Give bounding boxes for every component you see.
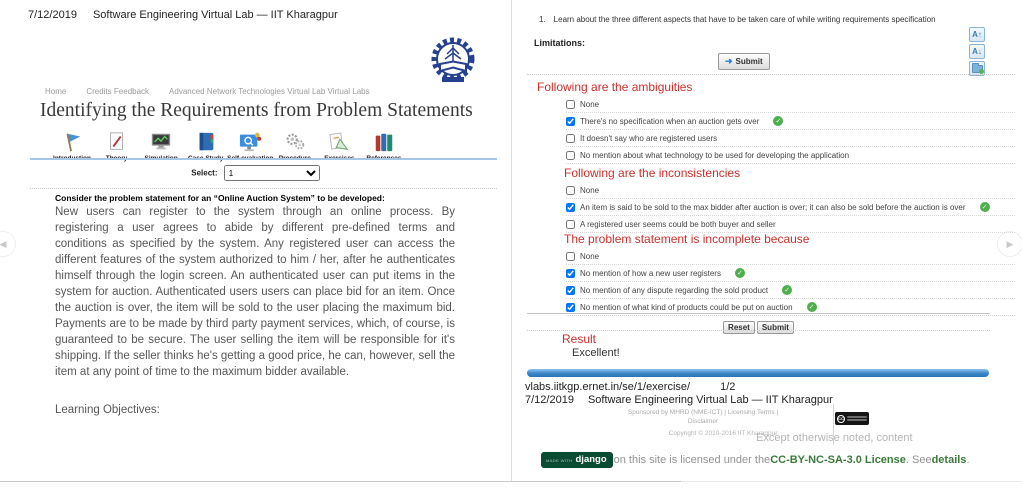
incomplete-options [566,248,1015,316]
result-heading: Result [562,332,597,346]
quiz-actions-row [527,313,990,335]
tab-case-study[interactable]: Case Study [184,129,228,162]
option-row: None [566,248,1015,265]
ambiguities-options [566,96,1015,164]
option-checkbox[interactable] [566,303,575,312]
section-heading-incomplete: The problem statement is incomplete because [564,232,810,246]
disclaimer-link[interactable]: Disclaimer [687,418,719,425]
question-select-row [0,165,511,181]
section-heading-ambiguities: Following are the ambiguities [537,80,693,94]
notes-icon [105,129,129,153]
sponsored-line[interactable]: Sponsored by MHRD (NME-ICT) | Licensing Terms | [627,409,779,416]
drafting-icon [327,129,351,153]
option-row: It doesn't say who are registered users [566,130,1015,147]
separator-dotted [30,188,497,189]
page-divider [511,0,512,481]
option-row: No mention of how a new user registers ✓ [566,265,1015,282]
print-title: Software Engineering Virtual Lab — IIT Kharagpur [587,394,833,406]
print-header-left [28,9,338,21]
option-row: No mention about what technology to be used for developing the application [566,147,1015,164]
print-date: 7/12/2019 [525,394,574,406]
separator-dotted [527,74,1015,75]
bottom-border-left [0,481,681,482]
question-select-dropdown[interactable] [224,165,320,181]
limitations-label: Limitations: [534,38,585,48]
tab-simulation[interactable]: Simulation [139,129,183,162]
copyright-text: Copyright © 2010-2016 IIT Kharagpur [668,430,778,437]
objective-number: 1. [539,15,546,24]
license-line-1: Except otherwise noted, content [756,432,913,444]
font-increase-icon[interactable]: A↑ [969,27,985,42]
correct-check-icon: ✓ [980,202,990,212]
page-title: Identifying the Requirements from Problem Statements [40,100,473,121]
option-checkbox[interactable] [566,100,575,109]
learning-objectives-label: Learning Objectives: [55,404,160,416]
flag-icon [60,129,84,153]
reset-button[interactable]: Reset [723,321,755,334]
separator-dotted [527,330,990,331]
tab-references[interactable]: References [362,129,406,162]
correct-check-icon: ✓ [735,268,745,278]
option-row: A registered user seems could be both buyer and seller [566,216,1015,233]
details-link[interactable]: details [931,454,967,466]
print-header-right [525,394,833,406]
submit-button-top[interactable]: ➜ Submit [718,53,770,70]
section-heading-inconsistencies: Following are the inconsistencies [564,166,741,180]
tab-procedure[interactable]: Procedure [273,129,317,162]
option-checkbox[interactable] [566,134,575,143]
problem-statement-text: New users can register to the system through an online process. By registering a user agrees to abide by different pre-defined terms and conditions as specified by the system. Any registered user can access the different features of the system authorized to him / her, after he authenticates himself through the login screen. An authenticated user can put items in the system for auction. Authenticated users users can place bid for an item. Once the auction is over, the item will be sold to the user placing the maximum bid. Payments are to be made by third party payment services, which, of course, is guaranteed to be secure. The user selling the item will be responsible for it's shipping. If the seller thinks he's getting a good price, he can, however, sell the item at any point of time to the maximum bidder available. [55,206,455,378]
books-icon [372,129,396,153]
result-text: Excellent! [572,347,620,359]
page-indicator: 1/2 [720,381,736,393]
option-row: No mention of any dispute regarding the sold product ✓ [566,282,1015,299]
nav-credits-feedback-link[interactable]: Credits Feedback [86,87,150,96]
learning-objective-item [539,15,991,24]
chevron-right-icon: ▶ [1006,238,1014,249]
monitor-chart-icon [149,129,173,153]
option-checkbox[interactable] [566,117,575,126]
cc-license-badge-icon[interactable]: CC [835,412,869,425]
option-row: An item is said to be sold to the max bidder after auction is over; it can also be sold before the auction is over ✓ [566,199,1015,216]
option-checkbox[interactable] [566,203,575,212]
tabs-underline [30,158,497,160]
submit-button-bottom[interactable]: Submit [757,321,794,334]
option-row: There's no specification when an auction gets over ✓ [566,113,1015,130]
license-line-2 [541,452,970,468]
license-prefix: on this site is licensed under the [613,454,771,466]
site-nav [45,87,370,96]
print-date: 7/12/2019 [28,9,77,21]
license-end: . [966,454,970,466]
license-mid: . See [905,454,932,466]
option-checkbox[interactable] [566,151,575,160]
problem-statement-heading: Consider the problem statement for an “Online Auction System” to be developed: [55,193,385,203]
bottom-border-right [681,481,1022,482]
correct-check-icon: ✓ [773,116,783,126]
objective-text: Learn about the three different aspects that have to be taken care of while writing requirements specification [553,15,936,24]
arrow-right-icon: ➜ [725,56,733,66]
iit-kharagpur-logo-icon [427,36,479,91]
chevron-left-icon: ◀ [0,238,7,249]
sponsored-links [590,408,816,426]
tab-theory[interactable]: Theory [95,129,139,162]
tab-introduction[interactable]: Introduction [50,129,94,162]
accessibility-toolbar [969,27,985,76]
correct-check-icon: ✓ [807,302,817,312]
carousel-prev-button[interactable] [0,231,16,257]
option-checkbox[interactable] [566,186,575,195]
inconsistencies-options [566,182,1015,233]
print-title: Software Engineering Virtual Lab — IIT Kharagpur [92,9,338,21]
correct-check-icon: ✓ [782,285,792,295]
option-checkbox[interactable] [566,286,575,295]
print-url: vlabs.iitkgp.ernet.in/se/1/exercise/ [525,381,691,393]
cc-license-link[interactable]: CC-BY-NC-SA-3.0 License [770,454,906,466]
option-row: None [566,182,1015,199]
footer-blue-bar [527,369,989,377]
book-icon [194,129,218,153]
option-checkbox[interactable] [566,269,575,278]
nav-home-link[interactable]: Home [45,87,67,96]
option-row: No mention of what kind of products could be put on auction ✓ [566,299,1015,316]
gears-icon [283,129,307,153]
print-footer-url-line [525,381,735,393]
font-decrease-icon[interactable]: A↓ [969,44,985,59]
option-row: None [566,96,1015,113]
tab-self-evaluation[interactable]: Self-evaluation [228,129,272,162]
django-badge-icon[interactable]: MADE WITH django [541,452,613,468]
select-label: Select: [191,168,218,178]
monitor-search-icon [237,129,263,153]
tab-exercises[interactable]: Exercises [317,129,361,162]
nav-virtual-labs-link[interactable]: Advanced Network Technologies Virtual Lab Virtual Labs [169,87,370,96]
option-checkbox[interactable] [566,252,575,261]
option-checkbox[interactable] [566,220,575,229]
